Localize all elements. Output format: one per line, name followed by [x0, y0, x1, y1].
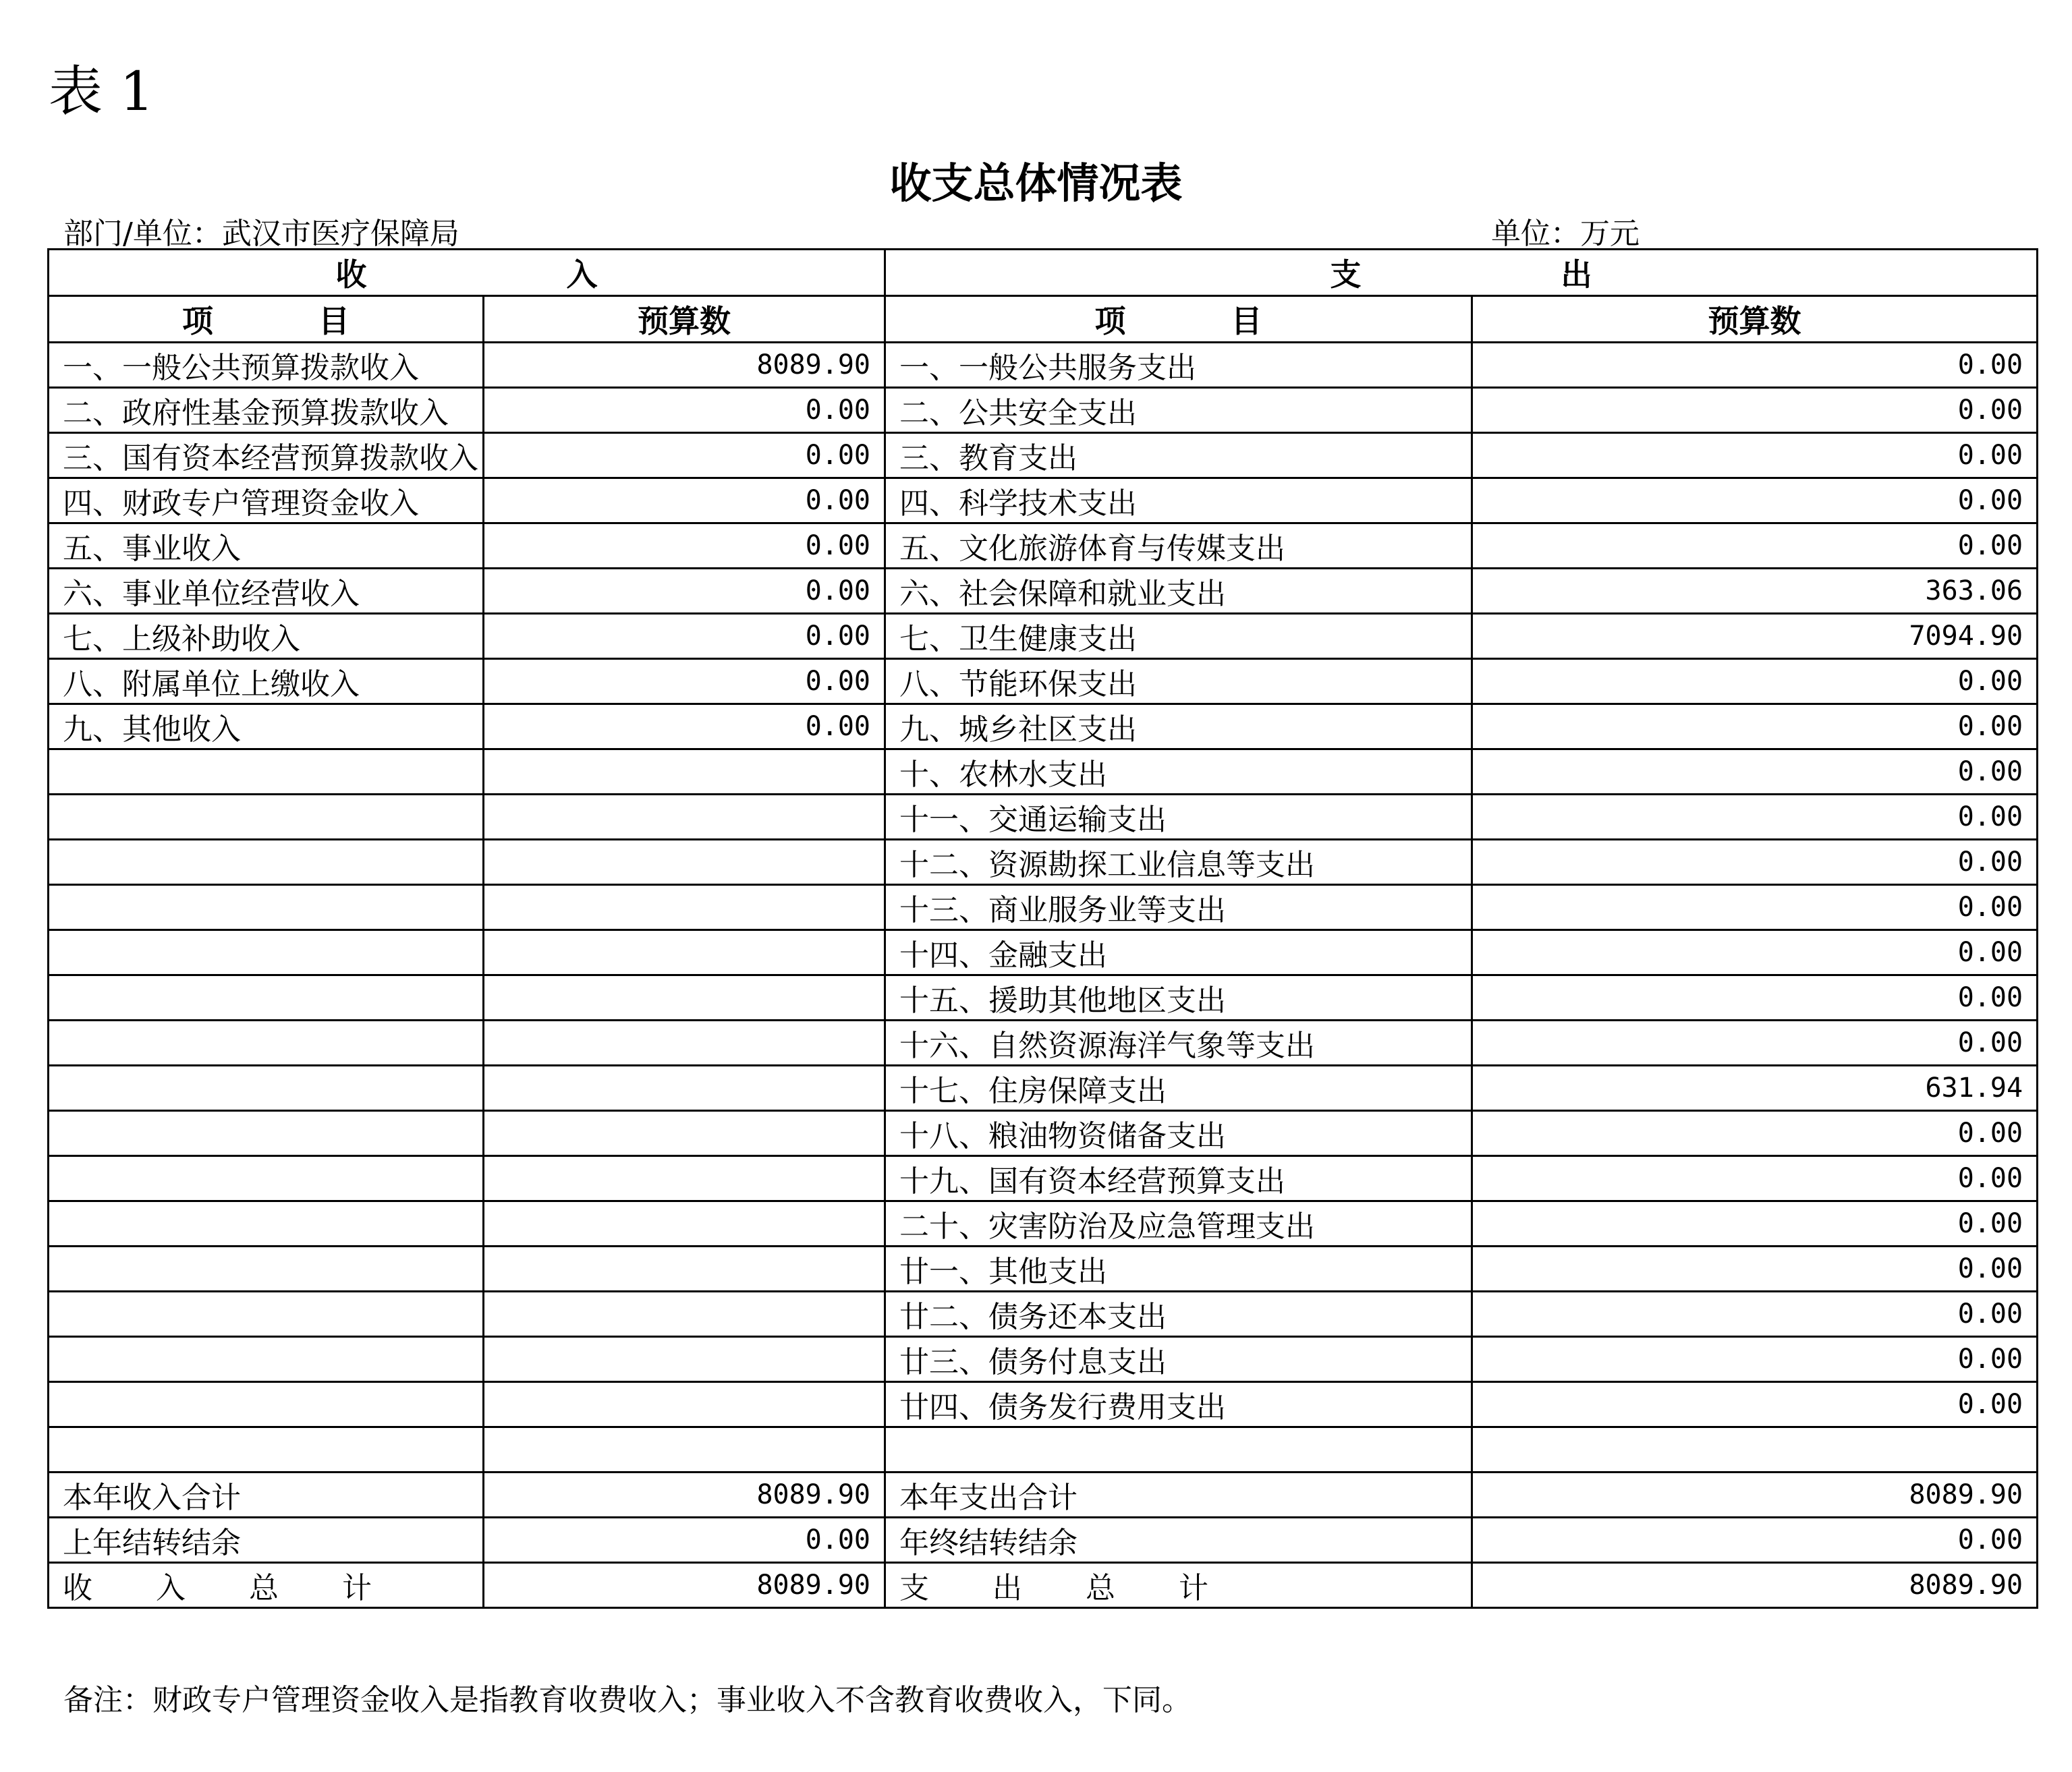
- income-item-cell: [49, 1427, 484, 1473]
- table-row: [49, 1292, 2038, 1337]
- expense-item-cell: 二、公共安全支出: [885, 388, 1472, 433]
- income-item-cell: [49, 1382, 484, 1427]
- expense-header: 支 出: [885, 250, 2038, 296]
- expense-budget-cell: 363.06: [1472, 569, 2038, 614]
- income-item-cell: [49, 749, 484, 795]
- income-item-cell: 七、上级补助收入: [49, 614, 484, 659]
- table-row: [49, 478, 2038, 523]
- expense-item-cell: 十四、金融支出: [885, 930, 1472, 975]
- income-item-cell: [49, 1292, 484, 1337]
- income-item-cell: [49, 1111, 484, 1156]
- expense-item-cell: 廿二、债务还本支出: [885, 1292, 1472, 1337]
- unit-label: 单位：万元: [1491, 217, 1640, 251]
- table-row: [49, 1337, 2038, 1382]
- income-expense-table: [47, 248, 2038, 1609]
- income-budget-cell: 0.00: [484, 704, 885, 749]
- expense-item-cell: 十八、粮油物资储备支出: [885, 1111, 1472, 1156]
- expense-item-cell: 五、文化旅游体育与传媒支出: [885, 523, 1472, 569]
- expense-item-cell: 十六、自然资源海洋气象等支出: [885, 1021, 1472, 1066]
- income-item-cell: [49, 840, 484, 885]
- income-item-cell: [49, 1156, 484, 1201]
- expense-item-cell: 十、农林水支出: [885, 749, 1472, 795]
- income-item-cell: 四、财政专户管理资金收入: [49, 478, 484, 523]
- header-row-columns: [49, 296, 2038, 343]
- income-item-cell: [49, 1066, 484, 1111]
- income-budget-cell: 8089.90: [484, 1473, 885, 1518]
- page-title: 收支总体情况表: [889, 159, 1183, 208]
- table-row: [49, 1156, 2038, 1201]
- expense-item-cell: 廿一、其他支出: [885, 1247, 1472, 1292]
- expense-budget-cell: 0.00: [1472, 749, 2038, 795]
- table-row: [49, 388, 2038, 433]
- expense-budget-cell: 0.00: [1472, 975, 2038, 1021]
- income-item-cell: 上年结转结余: [49, 1518, 484, 1563]
- expense-item-cell: 廿三、债务付息支出: [885, 1337, 1472, 1382]
- table-row: [49, 975, 2038, 1021]
- expense-item-cell: 七、卫生健康支出: [885, 614, 1472, 659]
- expense-budget-cell: 0.00: [1472, 1111, 2038, 1156]
- expense-budget-cell: 0.00: [1472, 1156, 2038, 1201]
- income-budget-cell: 0.00: [484, 523, 885, 569]
- expense-item-cell: 一、一般公共服务支出: [885, 343, 1472, 388]
- table-row: [49, 433, 2038, 478]
- expense-item-cell: 十九、国有资本经营预算支出: [885, 1156, 1472, 1201]
- expense-budget-cell: 0.00: [1472, 388, 2038, 433]
- expense-budget-cell: 0.00: [1472, 433, 2038, 478]
- income-budget-cell: 0.00: [484, 388, 885, 433]
- expense-item-cell: 十七、住房保障支出: [885, 1066, 1472, 1111]
- expense-budget-cell: 0.00: [1472, 885, 2038, 930]
- income-item-cell: [49, 975, 484, 1021]
- expense-item-cell: 四、科学技术支出: [885, 478, 1472, 523]
- table-row: [49, 1201, 2038, 1247]
- table-row: [49, 343, 2038, 388]
- income-budget-cell: [484, 795, 885, 840]
- income-budget-cell: [484, 1382, 885, 1427]
- table-row: [49, 749, 2038, 795]
- income-item-cell: [49, 795, 484, 840]
- expense-budget-cell: 8089.90: [1472, 1473, 2038, 1518]
- income-item-cell: 收 入 总 计: [49, 1563, 484, 1608]
- table-row: [49, 1247, 2038, 1292]
- income-budget-cell: [484, 930, 885, 975]
- expense-budget-cell: 0.00: [1472, 840, 2038, 885]
- income-budget-cell: [484, 1111, 885, 1156]
- expense-item-cell: [885, 1427, 1472, 1473]
- income-budget-cell: 0.00: [484, 433, 885, 478]
- income-item-cell: 六、事业单位经营收入: [49, 569, 484, 614]
- expense-item-cell: 十三、商业服务业等支出: [885, 885, 1472, 930]
- expense-budget-cell: 0.00: [1472, 343, 2038, 388]
- income-item-cell: 八、附属单位上缴收入: [49, 659, 484, 704]
- table-row: [49, 795, 2038, 840]
- table-row: [49, 569, 2038, 614]
- expense-budget-cell: 631.94: [1472, 1066, 2038, 1111]
- expense-budget-cell: 0.00: [1472, 659, 2038, 704]
- expense-item-cell: 六、社会保障和就业支出: [885, 569, 1472, 614]
- income-item-cell: 三、国有资本经营预算拨款收入: [49, 433, 484, 478]
- income-budget-cell: 8089.90: [484, 343, 885, 388]
- expense-item-cell: 年终结转结余: [885, 1518, 1472, 1563]
- expense-item-cell: 十五、援助其他地区支出: [885, 975, 1472, 1021]
- department-label: 部门/单位：武汉市医疗保障局: [63, 217, 459, 251]
- table-row: [49, 659, 2038, 704]
- income-item-cell: [49, 1247, 484, 1292]
- expense-budget-cell: 0.00: [1472, 1382, 2038, 1427]
- expense-item-cell: 二十、灾害防治及应急管理支出: [885, 1201, 1472, 1247]
- income-budget-cell: [484, 1021, 885, 1066]
- expense-item-cell: 九、城乡社区支出: [885, 704, 1472, 749]
- expense-item-header: 项 目: [885, 296, 1472, 343]
- expense-item-cell: 本年支出合计: [885, 1473, 1472, 1518]
- income-budget-cell: 0.00: [484, 659, 885, 704]
- expense-item-cell: 廿四、债务发行费用支出: [885, 1382, 1472, 1427]
- expense-item-cell: 八、节能环保支出: [885, 659, 1472, 704]
- income-item-header: 项 目: [49, 296, 484, 343]
- income-item-cell: [49, 885, 484, 930]
- income-item-cell: 本年收入合计: [49, 1473, 484, 1518]
- expense-budget-cell: 0.00: [1472, 1518, 2038, 1563]
- income-budget-cell: [484, 1066, 885, 1111]
- expense-budget-cell: 0.00: [1472, 478, 2038, 523]
- income-budget-cell: [484, 885, 885, 930]
- expense-budget-cell: 0.00: [1472, 795, 2038, 840]
- expense-item-cell: 支 出 总 计: [885, 1563, 1472, 1608]
- income-header: 收 入: [49, 250, 885, 296]
- income-item-cell: 二、政府性基金预算拨款收入: [49, 388, 484, 433]
- expense-budget-cell: 0.00: [1472, 1292, 2038, 1337]
- table-row: [49, 523, 2038, 569]
- expense-budget-cell: 7094.90: [1472, 614, 2038, 659]
- income-budget-cell: 0.00: [484, 569, 885, 614]
- expense-budget-cell: 0.00: [1472, 704, 2038, 749]
- expense-item-cell: 十一、交通运输支出: [885, 795, 1472, 840]
- expense-item-cell: 十二、资源勘探工业信息等支出: [885, 840, 1472, 885]
- income-budget-cell: [484, 1247, 885, 1292]
- expense-budget-cell: 0.00: [1472, 1247, 2038, 1292]
- income-item-cell: [49, 930, 484, 975]
- header-row-groups: [49, 250, 2038, 296]
- income-budget-cell: [484, 840, 885, 885]
- table-row: [49, 840, 2038, 885]
- expense-budget-cell: 0.00: [1472, 1201, 2038, 1247]
- table-row: [49, 1111, 2038, 1156]
- income-budget-cell: [484, 749, 885, 795]
- table-row: [49, 704, 2038, 749]
- expense-budget-cell: 0.00: [1472, 1337, 2038, 1382]
- income-budget-cell: [484, 1337, 885, 1382]
- table-row: [49, 614, 2038, 659]
- income-item-cell: [49, 1201, 484, 1247]
- table-label: 表 1: [49, 60, 155, 123]
- table-row: [49, 1382, 2038, 1427]
- table-row: [49, 1021, 2038, 1066]
- table-row: [49, 1066, 2038, 1111]
- expense-budget-cell: [1472, 1427, 2038, 1473]
- expense-budget-cell: 8089.90: [1472, 1563, 2038, 1608]
- expense-item-cell: 三、教育支出: [885, 433, 1472, 478]
- income-budget-cell: 8089.90: [484, 1563, 885, 1608]
- income-budget-cell: [484, 975, 885, 1021]
- table-row: [49, 885, 2038, 930]
- table-row: [49, 930, 2038, 975]
- expense-budget-cell: 0.00: [1472, 1021, 2038, 1066]
- table-row: [49, 1427, 2038, 1473]
- income-item-cell: 一、一般公共预算拨款收入: [49, 343, 484, 388]
- income-item-cell: [49, 1021, 484, 1066]
- income-item-cell: 五、事业收入: [49, 523, 484, 569]
- income-budget-cell: [484, 1201, 885, 1247]
- expense-budget-cell: 0.00: [1472, 523, 2038, 569]
- income-budget-header: 预算数: [484, 296, 885, 343]
- table-row: [49, 1473, 2038, 1518]
- expense-budget-header: 预算数: [1472, 296, 2038, 343]
- income-budget-cell: [484, 1292, 885, 1337]
- expense-budget-cell: 0.00: [1472, 930, 2038, 975]
- table-row: [49, 1563, 2038, 1608]
- income-budget-cell: [484, 1427, 885, 1473]
- footnote: 备注：财政专户管理资金收入是指教育收费收入；事业收入不含教育收费收入，下同。: [63, 1683, 1192, 1717]
- income-budget-cell: [484, 1156, 885, 1201]
- income-budget-cell: 0.00: [484, 1518, 885, 1563]
- income-item-cell: [49, 1337, 484, 1382]
- table-row: [49, 1518, 2038, 1563]
- income-budget-cell: 0.00: [484, 614, 885, 659]
- income-budget-cell: 0.00: [484, 478, 885, 523]
- income-item-cell: 九、其他收入: [49, 704, 484, 749]
